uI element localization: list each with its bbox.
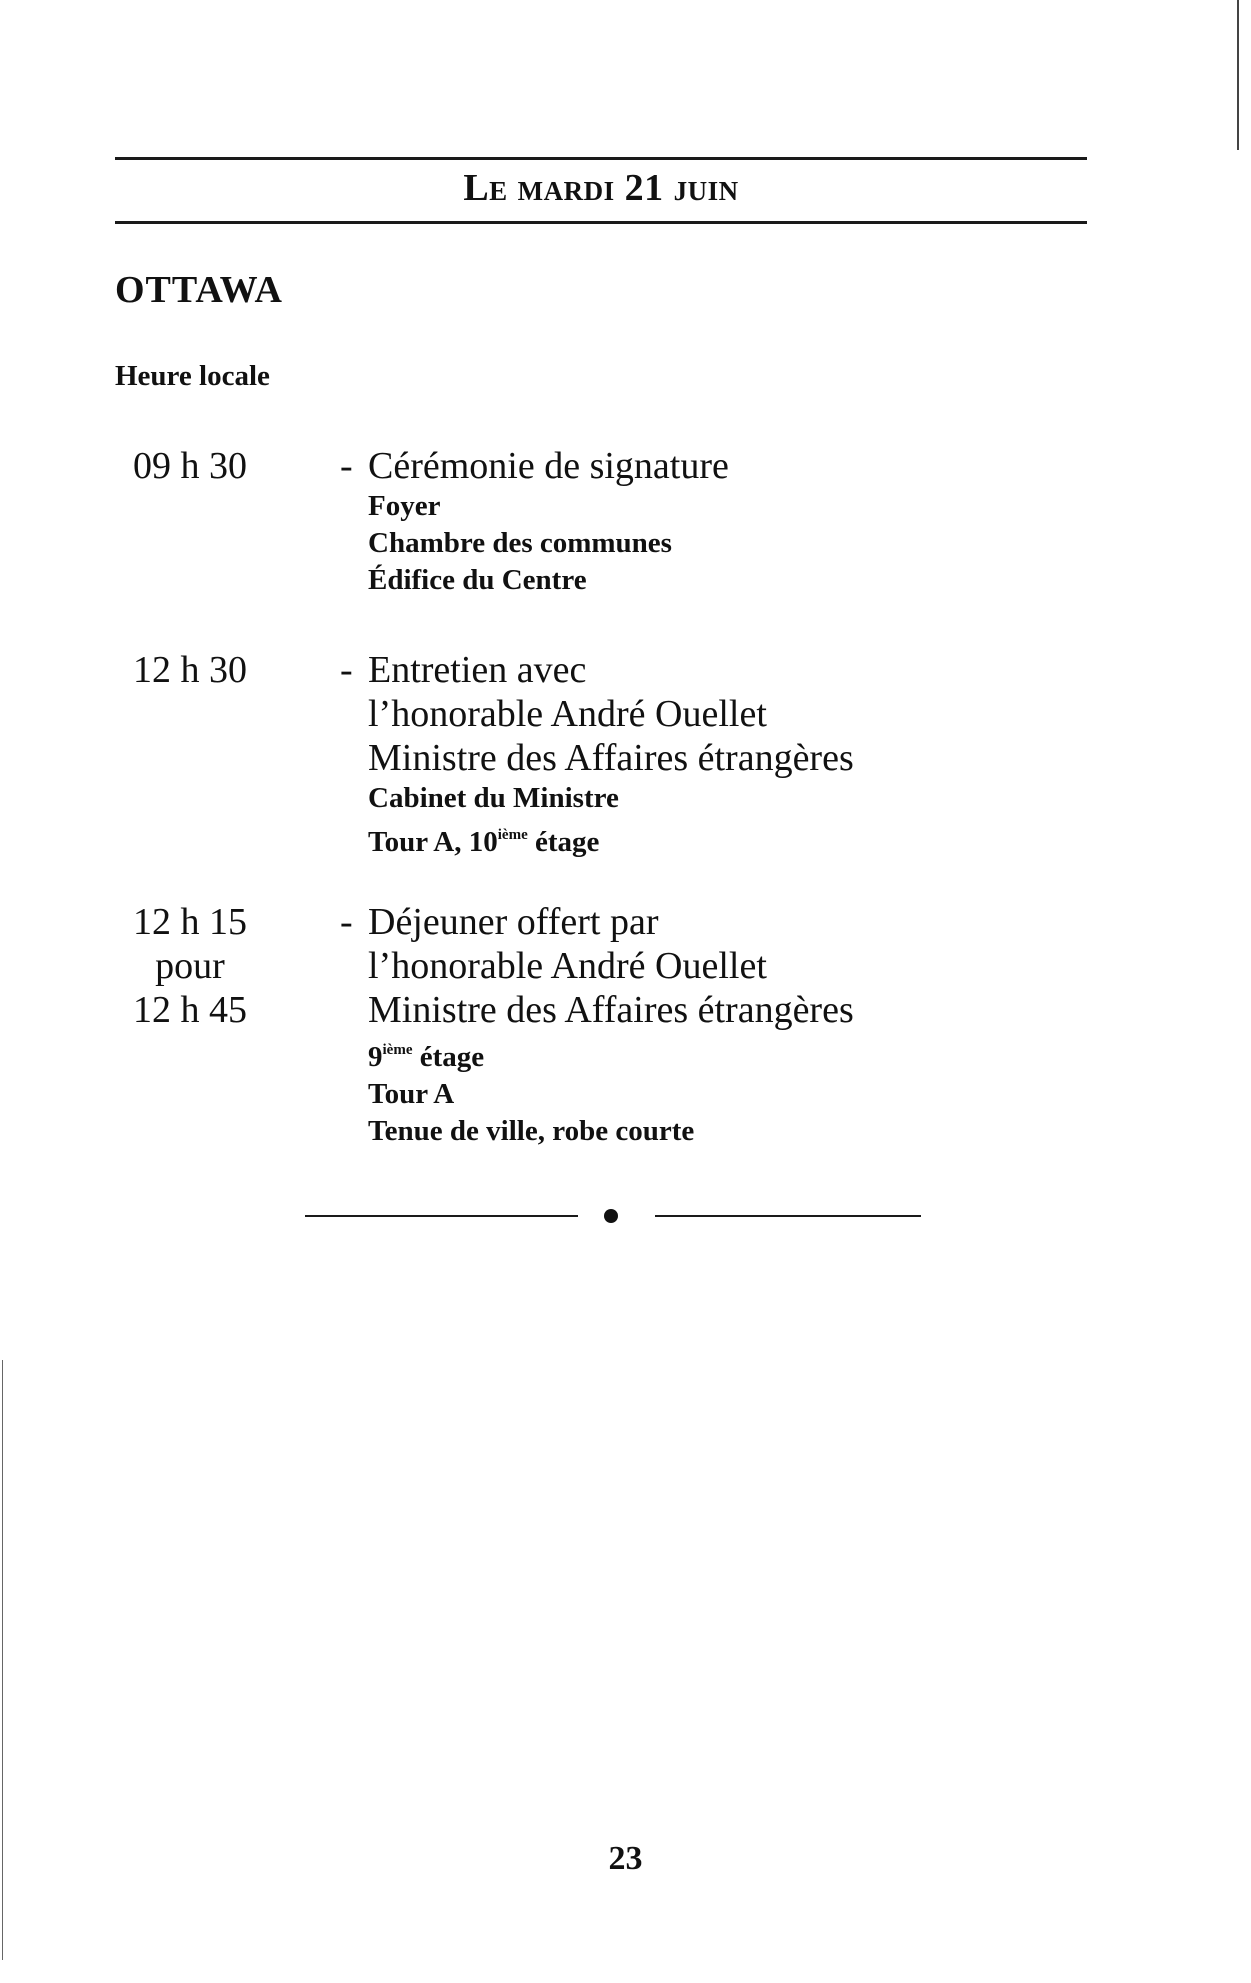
header-top-rule bbox=[115, 157, 1087, 160]
entry-time bbox=[115, 900, 265, 1032]
entry-time-line: 12 h 15 bbox=[133, 901, 247, 943]
section-divider bbox=[305, 1206, 921, 1226]
local-time-label: Heure locale bbox=[115, 360, 270, 392]
divider-line-right bbox=[655, 1215, 921, 1217]
entry-title-text: Entretien avec bbox=[368, 649, 587, 691]
entry-detail: Chambre des communes bbox=[368, 527, 672, 559]
entry-time bbox=[115, 648, 265, 692]
entry-detail: Édifice du Centre bbox=[368, 564, 587, 596]
header-bottom-rule bbox=[115, 221, 1087, 224]
scan-margin-line-right bbox=[1237, 0, 1239, 150]
page-title: Le mardi 21 juin bbox=[463, 167, 739, 209]
entry-description bbox=[340, 900, 854, 1150]
entry-line: l’honorable André Ouellet bbox=[368, 693, 767, 735]
entry-title bbox=[340, 900, 854, 944]
page-number: 23 bbox=[608, 1840, 643, 1877]
detail-text: Tour A, 10 bbox=[368, 826, 498, 858]
entry-time-line: 12 h 45 bbox=[133, 989, 247, 1031]
ordinal-suffix: ième bbox=[497, 827, 528, 843]
entry-title bbox=[340, 444, 729, 488]
ordinal-suffix: ième bbox=[382, 1042, 413, 1058]
entry-description bbox=[340, 444, 729, 599]
entry-detail bbox=[340, 1032, 854, 1076]
entry-time-line: 12 h 30 bbox=[133, 649, 247, 691]
entry-dash: - bbox=[340, 901, 353, 943]
entry-time-line: 09 h 30 bbox=[133, 445, 247, 487]
entry-dash: - bbox=[340, 445, 353, 487]
detail-text: étage bbox=[527, 826, 600, 858]
entry-detail: Tour A bbox=[368, 1078, 455, 1110]
entry-line: l’honorable André Ouellet bbox=[368, 945, 767, 987]
entry-detail bbox=[340, 817, 854, 861]
city-heading: OTTAWA bbox=[115, 269, 283, 311]
entry-description bbox=[340, 648, 854, 861]
entry-detail: Cabinet du Ministre bbox=[368, 782, 619, 814]
entry-time bbox=[115, 444, 265, 488]
entry-dash: - bbox=[340, 649, 353, 691]
entry-title-text: Déjeuner offert par bbox=[368, 901, 659, 943]
entry-detail: Foyer bbox=[368, 490, 441, 522]
entry-title bbox=[340, 648, 854, 692]
entry-line: Ministre des Affaires étrangères bbox=[368, 989, 854, 1031]
entry-time-line: pour bbox=[155, 945, 225, 987]
divider-bullet bbox=[604, 1209, 618, 1223]
detail-text: 9 bbox=[368, 1041, 383, 1073]
entry-title-text: Cérémonie de signature bbox=[368, 445, 729, 487]
detail-text: étage bbox=[412, 1041, 485, 1073]
divider-line-left bbox=[305, 1215, 578, 1217]
entry-line: Ministre des Affaires étrangères bbox=[368, 737, 854, 779]
entry-detail: Tenue de ville, robe courte bbox=[368, 1115, 695, 1147]
